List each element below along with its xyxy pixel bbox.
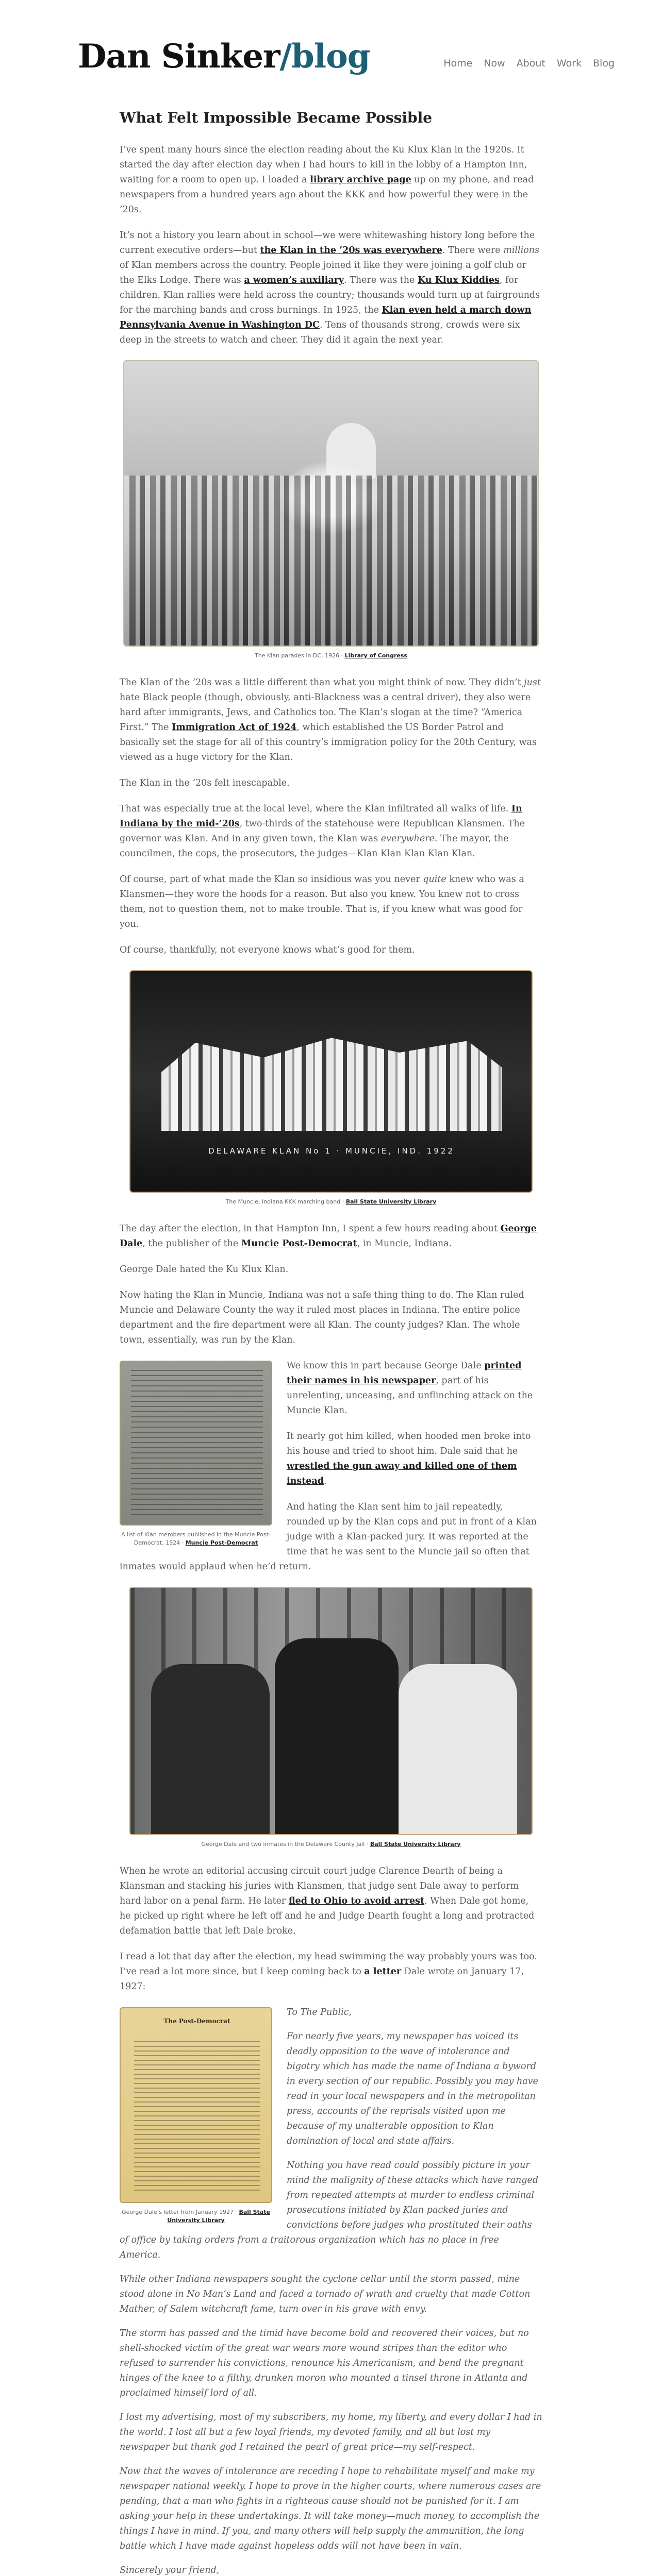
paragraph: We know this in part because George Dale printed their names in his newspaper, part of his unrelenting, unceasing, and unflinching attack on the Muncie Klan. bbox=[287, 1361, 533, 1416]
figure-dc-parade bbox=[120, 360, 542, 660]
paragraph: I read a lot that day after the election, my head swimming the way probably yours was too. I’ve read a lot more since, but I keep coming back to a letter Dale wrote on January 17, 1927: bbox=[120, 1952, 537, 1992]
figure-caption: George Dale’s letter from January 1927 · Ball State University Library bbox=[122, 2209, 270, 2224]
logo-slash: /blog bbox=[279, 37, 370, 76]
figure-jail bbox=[120, 1587, 542, 1849]
letter-text-lines bbox=[134, 2041, 260, 2192]
link-womens-auxiliary[interactable]: a women’s auxiliary bbox=[244, 275, 344, 285]
paragraph: Now hating the Klan in Muncie, Indiana was not a safe thing thing to do. The Klan ruled Muncie and Delaware County the way it ruled most places in Indiana. The entire police department and the fire department were all Klan. The county judges? Klan. The whole town, essentially, was run by the Klan. bbox=[120, 1290, 524, 1345]
nav-about[interactable]: About bbox=[516, 58, 545, 69]
photo-dale-letter bbox=[120, 2007, 272, 2203]
link-library-archive[interactable]: library archive page bbox=[310, 175, 411, 185]
paragraph: Of course, thankfully, not everyone knows what’s good for them. bbox=[120, 945, 415, 955]
person-right bbox=[399, 1664, 517, 1834]
paragraph: It’s not a history you learn about in school—we were whitewashing history long before the current executive orders—but the Klan in the ’20s was everywhere. There were millions of Klan members across the country. People joined it like they were joining a golf club or the Elks Lodge. There was a women’s auxiliary. There was the Ku Klux Kiddies, for children. Klan rallies were held across the country; thousands would turn up at fairgrounds for the marching bands and cross burnings. In 1925, the Klan even held a march down Pennsylvania Avenue in Washington DC. Tens of thousands strong, crowds were six deep in the streets to watch and cheer. They did it again the next year. bbox=[120, 230, 540, 345]
paragraph: I’ve spent many hours since the election reading about the Ku Klux Klan in the 1920s. It started the day after election day when I had hours to kill in the lobby of a Hampton Inn, waiting for a room to open up. I loaded a library archive page up on my phone, and read newspapers from a hundred years ago about the KKK and how powerful they were in the ’20s. bbox=[120, 145, 534, 215]
link-ball-state-jail[interactable]: Ball State University Library bbox=[370, 1841, 461, 1848]
person-center bbox=[275, 1638, 399, 1834]
paragraph: The Klan of the ’20s was a little different than what you might think of now. They didn’t just hate Black people (though, obviously, anti-Blackness was a central driver), they also were hard after immigrants, Jews, and Catholics too. The Klan’s slogan at the time? “America First.” The Immigration Act of 1924, which established the US Border Patrol and basically set the stage for all of this country’s immigration policy for the 20th Century, was viewed as a huge victory for the Klan. bbox=[120, 677, 541, 762]
link-printed-names[interactable]: printed their names in his newspaper bbox=[287, 1361, 522, 1386]
float-row-newspaper bbox=[120, 1359, 542, 1574]
nav-work[interactable]: Work bbox=[556, 58, 582, 69]
paragraph: The day after the election, in that Hampton Inn, I spent a few hours reading about George Dale, the publisher of the Muncie Post-Democrat, in Muncie, Indiana. bbox=[120, 1224, 537, 1249]
letter-paragraph: I lost my advertising, most of my subscribers, my home, my liberty, and every dollar I had in the world. I lost all but a few loyal friends, my devoted family, and all but lost my newspaper but thank god I retained the pearl of great price—my self-respect. bbox=[120, 2412, 542, 2452]
link-ball-state[interactable]: Ball State University Library bbox=[345, 1198, 437, 1205]
paragraph: George Dale hated the Ku Klux Klan. bbox=[120, 1264, 289, 1275]
parade-crowd bbox=[124, 476, 538, 646]
letter-closing: Sincerely your friend, bbox=[120, 2565, 220, 2575]
link-a-letter[interactable]: a letter bbox=[364, 1967, 402, 1977]
paragraph: It nearly got him killed, when hooded men broke into his house and tried to shoot him. Dale said that he wrestled the gun away and killed one of them instead. bbox=[287, 1431, 531, 1486]
paragraph: Of course, part of what made the Klan so insidious was you never quite knew who was a Klansmen—they wore the hoods for a reason. But also you knew. You knew not to cross them, not to question them, not to make trouble. That is, if you knew what was good for you. bbox=[120, 874, 524, 929]
link-indiana-mid-20s[interactable]: In Indiana by the mid-’20s bbox=[120, 804, 522, 829]
nav-home[interactable]: Home bbox=[443, 58, 473, 69]
site-header bbox=[0, 0, 662, 93]
link-muncie-post-democrat-credit[interactable]: Muncie Post-Democrat bbox=[185, 1539, 258, 1546]
photo-muncie-band bbox=[129, 970, 533, 1193]
photo-delaware-jail bbox=[129, 1587, 533, 1835]
figure-caption: A list of Klan members published in the Muncie Post-Democrat, 1924 · Muncie Post-Democrat bbox=[121, 1531, 271, 1546]
paragraph: And hating the Klan sent him to jail repeatedly, rounded up by the Klan cops and put in front of a Klan judge with a Klan-packed jury. It was reported at the time that he was sent to the Muncie jail so often that inmates would applaud when he’d return. bbox=[120, 1502, 537, 1572]
newspaper-text-lines bbox=[131, 1370, 263, 1519]
figure-muncie-band bbox=[120, 970, 542, 1206]
figure-letter bbox=[120, 2007, 272, 2225]
post-content bbox=[120, 109, 542, 2576]
letter-paragraph: Nothing you have read could possibly picture in your mind the malignity of these attacks which have ranged from repeated attempts at murder to endless criminal prosecutions initiated by Klan packed juries and convictions before judges who prostituted their oaths of office by taking orders from a traitorous organization which has no place in free America. bbox=[120, 2160, 539, 2260]
letter-paragraph: For nearly five years, my newspaper has voiced its deadly opposition to the wave of intolerance and bigotry which has made the name of Indiana a byword in every section of our republic. Possibly you may have read in your local newspapers and in the metropolitan press, accounts of the reprisals visited upon me because of my unalterable opposition to Klan domination of local and state affairs. bbox=[287, 2031, 538, 2146]
capitol-dome bbox=[326, 423, 376, 479]
figure-newspaper bbox=[120, 1361, 272, 1547]
link-library-of-congress[interactable]: Library of Congress bbox=[344, 652, 407, 659]
nav-now[interactable]: Now bbox=[484, 58, 505, 69]
letter-block bbox=[120, 2005, 542, 2576]
letter-paragraph: The storm has passed and the timid have become bold and recovered their voices, but no shell-shocked victim of the great war wears more wound stripes than the editor who refused to surrender his convictions, renounce his Americanism, and bend the pregnant hinges of the knee to a filthy, drunken moron who mounted a tinsel throne in Atlanta and proclaimed himself lord of all. bbox=[120, 2328, 529, 2398]
paragraph: That was especially true at the local level, where the Klan infiltrated all walks of life. In Indiana by the mid-’20s, two-thirds of the statehouse were Republican Klansmen. The governor was Klan. And in any given town, the Klan was everywhere. The mayor, the councilmen, the cops, the prosecutors, the judges—Klan Klan Klan Klan Klan. bbox=[120, 804, 525, 859]
letter-paragraph: While other Indiana newspapers sought the cyclone cellar until the storm passed, mine stood alone in No Man’s Land and faced a tornado of wrath and cruelty that made Cotton Mather, of Salem witchcraft fame, turn over in his grave with envy. bbox=[120, 2274, 531, 2314]
link-muncie-post-democrat[interactable]: Muncie Post-Democrat bbox=[241, 1239, 357, 1249]
link-klan-everywhere[interactable]: the Klan in the ’20s was everywhere bbox=[260, 245, 442, 256]
person-left bbox=[151, 1664, 270, 1834]
photo-newspaper-list bbox=[120, 1361, 272, 1526]
logo-name: Dan Sinker bbox=[78, 37, 280, 76]
link-wrestled-gun[interactable]: wrestled the gun away and killed one of them instead bbox=[287, 1461, 517, 1486]
letterhead: The Post-Democrat bbox=[163, 2018, 230, 2025]
link-dc-march[interactable]: Klan even held a march down Pennsylvania Avenue in Washington DC bbox=[120, 305, 532, 330]
site-logo[interactable] bbox=[78, 37, 370, 76]
figure-caption: George Dale and two inmates in the Delaware County Jail · Ball State University Library bbox=[201, 1841, 461, 1848]
photo-dc-parade bbox=[123, 360, 539, 647]
nav-blog[interactable]: Blog bbox=[593, 58, 615, 69]
main-nav bbox=[443, 58, 615, 69]
link-immigration-act[interactable]: Immigration Act of 1924 bbox=[172, 722, 297, 733]
post-title: What Felt Impossible Became Possible bbox=[120, 109, 433, 126]
letter-paragraph: Now that the waves of intolerance are receding I hope to rehabilitate myself and make my newspaper national weekly. I hope to prove in the higher courts, where numerous cases are pending, that a man who fights in a righteous cause should not be punished for it. I am asking your help in these undertakings. It will take money—much money, to accomplish the things I have in mind. If you, and many others will help supply the ammunition, the long battle which I have made against hopeless odds will not have been in vain. bbox=[120, 2466, 541, 2551]
link-ku-klux-kiddies[interactable]: Ku Klux Kiddies bbox=[417, 275, 500, 285]
paragraph: The Klan in the ’20s felt inescapable. bbox=[120, 778, 290, 788]
photo-banner: DELAWARE KLAN No 1 · MUNCIE, IND. 1922 bbox=[208, 1146, 455, 1156]
link-fled-ohio[interactable]: fled to Ohio to avoid arrest bbox=[288, 1896, 425, 1906]
link-george-dale[interactable]: George Dale bbox=[120, 1224, 537, 1249]
robed-figures bbox=[161, 1033, 502, 1131]
letter-salutation: To The Public, bbox=[287, 2007, 352, 2018]
paragraph: When he wrote an editorial accusing circuit court judge Clarence Dearth of being a Klansman and stacking his juries with Klansmen, that judge sent Dale away to perform hard labor on a penal farm. He later fled to Ohio to avoid arrest. When Dale got home, he picked up right where he left off and he and Judge Dearth fought a long and protracted defamation battle that left Dale broke. bbox=[120, 1866, 535, 1936]
figure-caption: The Muncie, Indiana KKK marching band · Ball State University Library bbox=[225, 1198, 437, 1205]
figure-caption: The Klan parades in DC, 1926 · Library of Congress bbox=[255, 652, 407, 659]
link-ball-state-letter[interactable]: Ball State University Library bbox=[167, 2209, 270, 2224]
